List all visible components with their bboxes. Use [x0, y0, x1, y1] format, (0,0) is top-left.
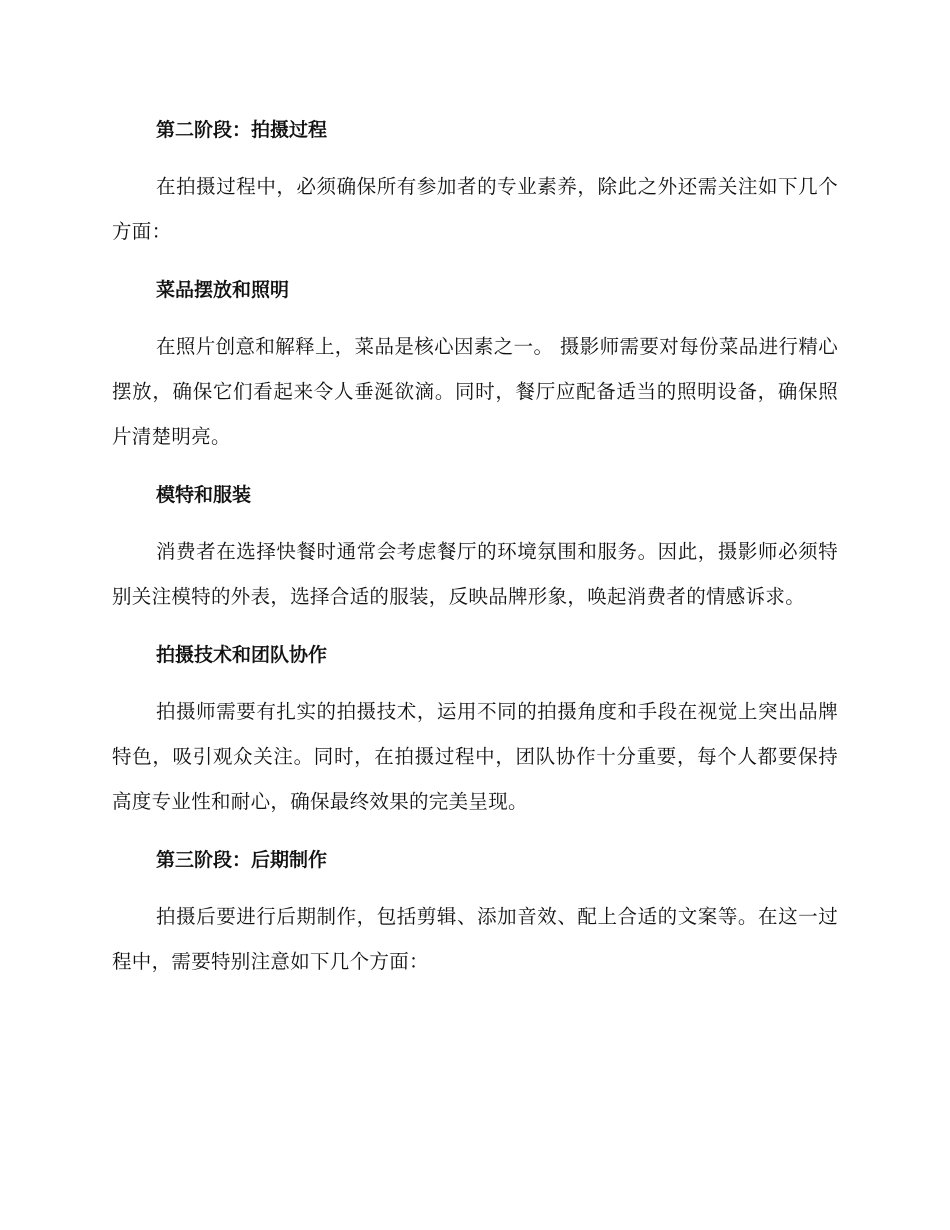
section-heading-post-production: 第三阶段：后期制作 — [156, 849, 328, 871]
section-paragraph-shooting-process: 在拍摄过程中，必须确保所有参加者的专业素养，除此之外还需关注如下几个方面： — [112, 175, 838, 243]
section-heading-shooting-process: 第二阶段：拍摄过程 — [156, 119, 328, 141]
section-heading-models-costumes: 模特和服装 — [156, 484, 252, 506]
section-paragraph-models-costumes: 消费者在选择快餐时通常会考虑餐厅的环境氛围和服务。因此，摄影师必须特别关注模特的外表，选择合适的服装，反映品牌形象，唤起消费者的情感诉求。 — [112, 540, 838, 608]
document-body — [112, 108, 838, 998]
section-paragraph-post-production: 拍摄后要进行后期制作，包括剪辑、添加音效、配上合适的文案等。在这一过程中，需要特别注意如下几个方面： — [112, 905, 838, 973]
section-heading-dish-lighting: 菜品摆放和照明 — [156, 279, 290, 301]
section-heading-technique-teamwork: 拍摄技术和团队协作 — [156, 644, 328, 666]
section-paragraph-dish-lighting: 在照片创意和解释上，菜品是核心因素之一。 摄影师需要对每份菜品进行精心摆放，确保它们看起来令人垂涎欲滴。同时，餐厅应配备适当的照明设备，确保照片清楚明亮。 — [112, 335, 838, 448]
section-paragraph-technique-teamwork: 拍摄师需要有扎实的拍摄技术，运用不同的拍摄角度和手段在视觉上突出品牌特色，吸引观众关注。同时，在拍摄过程中，团队协作十分重要，每个人都要保持高度专业性和耐心，确保最终效果的完美呈现。 — [112, 700, 838, 813]
